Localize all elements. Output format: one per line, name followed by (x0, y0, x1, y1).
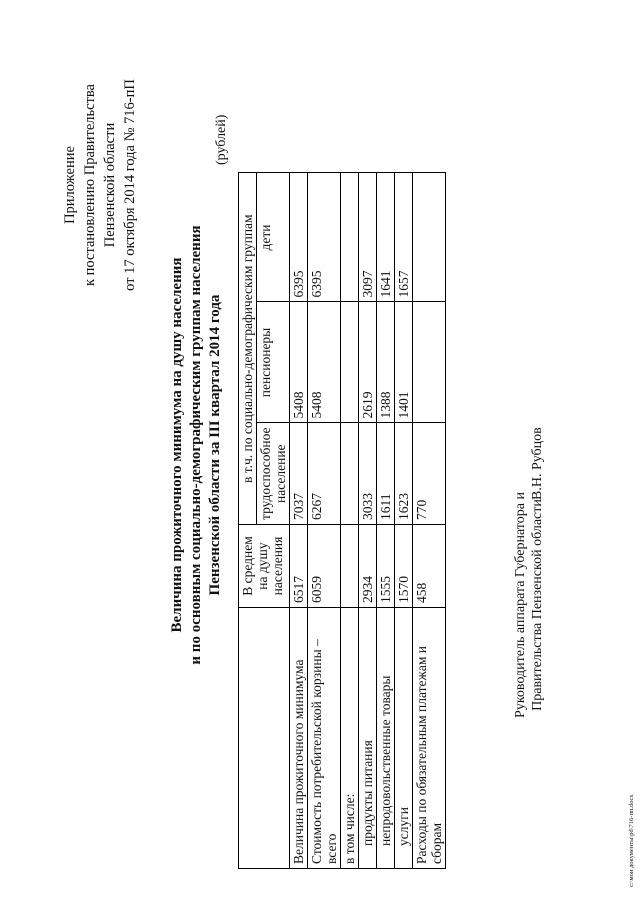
cell-avg: 2934 (359, 525, 377, 608)
title-line-1: Величина прожиточного минимума на душу населения (169, 257, 185, 633)
cell-avg: 458 (413, 525, 446, 608)
row-label: Расходы по обязательным платежам и сборам (413, 608, 446, 869)
appendix-line-4: от 17 октября 2014 года № 716-пП (122, 79, 138, 291)
table-row (359, 173, 377, 869)
header-working: трудоспособное население (257, 423, 290, 525)
cell-children (413, 173, 446, 302)
cell-children: 6395 (290, 173, 308, 302)
row-label: непродовольственные товары (377, 608, 395, 869)
cell-children: 6395 (308, 173, 341, 302)
cell-pensioners: 1401 (395, 302, 413, 423)
row-label: Величина прожиточного минимума (290, 608, 308, 869)
table-row (341, 173, 359, 869)
signer-line-1: Руководитель аппарата Губернатора и (513, 492, 528, 718)
title-line-3: Пензенской области за III квартал 2014 года (207, 294, 223, 596)
cell-avg: 6059 (308, 525, 341, 608)
signer-line-2: Правительства Пензенской области (530, 499, 545, 711)
header-group: в т.ч. по социально-демографическим группам (239, 173, 257, 525)
signer-name: В.Н. Рубцов (530, 427, 545, 500)
title-line-2: и по основным социально-демографическим группам населения (188, 225, 204, 665)
cell-avg: 1555 (377, 525, 395, 608)
appendix-block (60, 35, 140, 335)
cell-working: 6267 (308, 423, 341, 525)
header-children: дети (257, 173, 290, 302)
cell-working: 770 (413, 423, 446, 525)
cell-working (341, 423, 359, 525)
document-title (168, 135, 225, 755)
cell-pensioners: 5408 (290, 302, 308, 423)
cell-avg (341, 525, 359, 608)
unit-label: (рублей) (214, 114, 229, 165)
header-pensioners: пенсионеры (257, 302, 290, 423)
table-row (395, 173, 413, 869)
cell-children: 3097 (359, 173, 377, 302)
table-row (413, 173, 446, 869)
cell-pensioners: 1388 (377, 302, 395, 423)
table-row (377, 173, 395, 869)
file-path-footer: c:\мои документы\pd\716-пп.docx (628, 794, 635, 887)
cell-pensioners: 5408 (308, 302, 341, 423)
row-label: продукты питания (359, 608, 377, 869)
row-label: в том числе: (341, 608, 359, 869)
cell-working: 1623 (395, 423, 413, 525)
header-avg: В среднем на душу населения (239, 525, 290, 608)
cell-pensioners (341, 302, 359, 423)
row-label: Стоимость потребительской корзины – всего (308, 608, 341, 869)
header-empty-cell (239, 608, 290, 869)
row-label: услуги (395, 608, 413, 869)
table-row (290, 173, 308, 869)
cell-children: 1657 (395, 173, 413, 302)
cell-pensioners (413, 302, 446, 423)
table-header-row (239, 173, 257, 869)
cell-avg: 1570 (395, 525, 413, 608)
cell-working: 1611 (377, 423, 395, 525)
cell-children (341, 173, 359, 302)
subsistence-table (238, 172, 446, 869)
appendix-line-3: Пензенской области (102, 122, 118, 248)
cell-pensioners: 2619 (359, 302, 377, 423)
appendix-line-2: к постановлению Правительства (82, 84, 98, 286)
cell-avg: 6517 (290, 525, 308, 608)
cell-children: 1641 (377, 173, 395, 302)
table-row (308, 173, 341, 869)
cell-working: 3033 (359, 423, 377, 525)
cell-working: 7037 (290, 423, 308, 525)
appendix-line-1: Приложение (62, 146, 78, 224)
